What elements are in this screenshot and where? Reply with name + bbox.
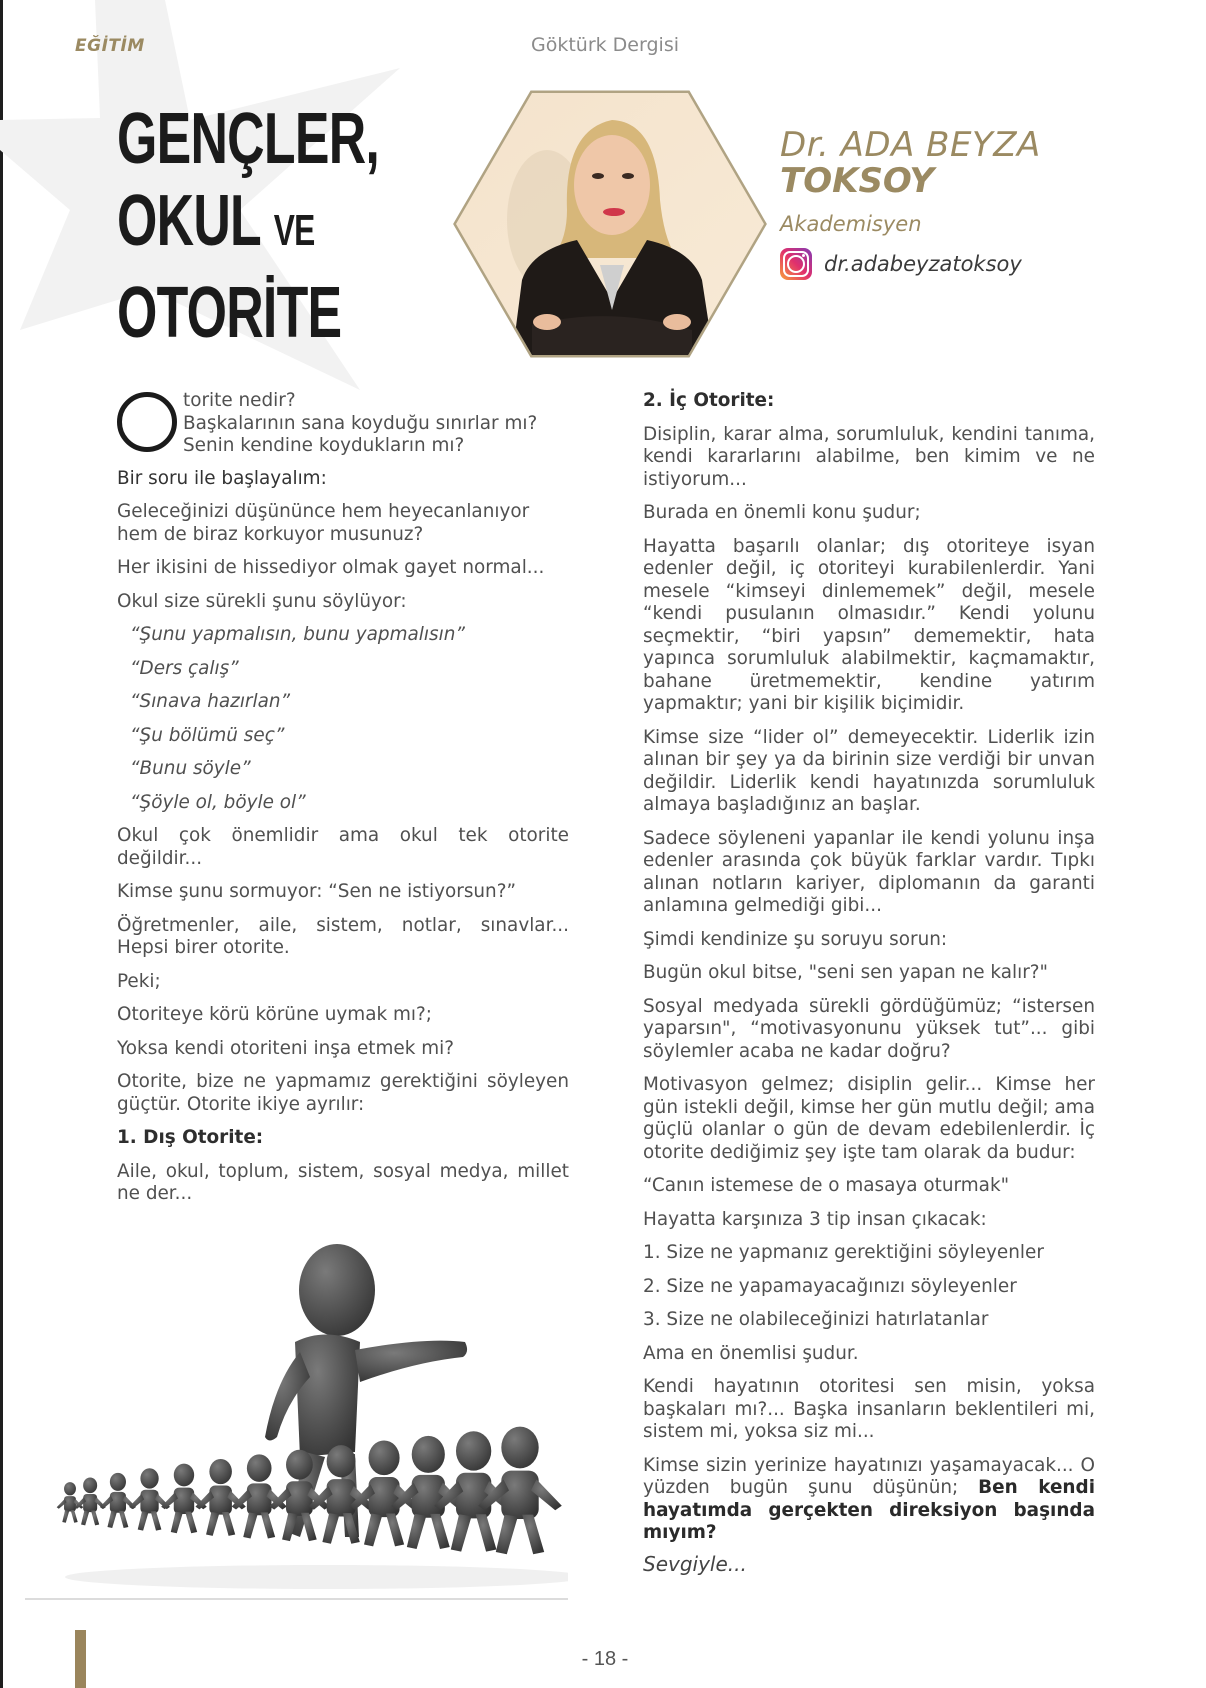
title-line-2: [117, 180, 379, 272]
paragraph: Ama en önemlisi şudur.: [643, 1342, 859, 1364]
intro-lines: [183, 390, 537, 458]
instagram-icon: [780, 248, 812, 280]
paragraph: Burada en önemli konu şudur;: [643, 502, 921, 523]
paragraph: Aile, okul, toplum, sistem, sosyal medya, millet ne der...: [117, 1160, 569, 1204]
quote-item: “Bunu söyle”: [130, 758, 251, 779]
paragraph: Hayatta karşınıza 3 tip insan çıkacak:: [643, 1208, 987, 1230]
left-column: [117, 390, 569, 1217]
author-role: Akademisyen: [780, 212, 922, 236]
paragraph: Kimse size “lider ol” demeyecektir. Liderlik izin alınan bir şey ya da birinin size verdiği bir unvan değildir. Liderlik kendi hayatınızda sorumluluk almaya başladığınız an başlar.: [643, 726, 1095, 815]
intro-line: torite nedir?: [183, 390, 296, 411]
paragraph: Kimse şunu sormuyor: “Sen ne istiyorsun?”: [117, 881, 516, 902]
intro-line: Senin kendine koydukların mı?: [183, 435, 465, 456]
paragraph: Peki;: [117, 970, 161, 992]
paragraph: Hayatta başarılı olanlar; dış otoriteye isyan edenler değil, iç otoriteyi kurabilenlerdir. Yani mesele “kimseyi dinlememek” değil, mesele “kendi pusulanın olmasıdır.” Kendi yolunu seçmektir, “biri yapsın” dememektir, hata yapınca sorumluluk alabilmektir, kaçmamaktır, bahane üretmemektir, kendine yatırım yapmaktır; yani bir kişilik biçimidir.: [643, 535, 1095, 714]
lead-paragraph: Bir soru ile başlayalım:: [117, 467, 327, 489]
page-number: - 18 -: [581, 1648, 629, 1670]
list-item: 1. Size ne yapmanız gerektiğini söyleyenler: [643, 1242, 1044, 1263]
title-line-3: OTORİTE: [117, 273, 342, 353]
instagram-link[interactable]: [780, 248, 1041, 280]
author-name-line-2: TOKSOY: [780, 161, 934, 201]
closing-text: Kimse sizin yerinize hayatınızı yaşamayacak... O yüzden bugün şunu düşünün;: [643, 1454, 1095, 1498]
quote-item: “Ders çalış”: [130, 657, 239, 679]
quote-item: “Şu bölümü seç”: [130, 724, 285, 746]
quote-item: “Sınava hazırlan”: [130, 691, 291, 712]
title-line-1: GENÇLER,: [117, 99, 380, 179]
magazine-name: Göktürk Dergisi: [530, 34, 679, 56]
article-title: [117, 98, 379, 354]
paragraph: Geleceğinizi düşününce hem heyecanlanıyor hem de biraz korkuyor musunuz?: [117, 501, 530, 545]
subheading-external-authority: 1. Dış Otorite:: [117, 1127, 264, 1148]
quote-item: “Şunu yapmalısın, bunu yapmalısın”: [130, 624, 465, 645]
intro-line: Başkalarının sana koyduğu sınırlar mı?: [183, 412, 538, 434]
right-column: [643, 390, 1095, 1586]
paragraph: Disiplin, karar alma, sorumluluk, kendini tanıma, kendi kararlarını alabilme, ben kimim ve ne istiyorum...: [643, 423, 1095, 490]
list-item: 2. Size ne yapamayacağınızı söyleyenler: [643, 1275, 1017, 1297]
paragraph: Kendi hayatının otoritesi sen misin, yoksa başkaları mı?... Başka insanların beklentileri mi, sistem mi, yoksa siz mi...: [643, 1376, 1095, 1442]
paragraph: Sadece söyleneni yapanlar ile kendi yolunu inşa edenler arasında çok büyük farklar vardır. Tıpkı alınan notların kariyer, diplomanın da garanti anlamına gelmediği gibi...: [643, 827, 1095, 916]
signature: Sevgiyle...: [643, 1551, 747, 1576]
paragraph: Motivasyon gelmez; disiplin gelir... Kimse her gün istekli değil, kimse her gün mutlu değil; ama güçlü olanlar o gün de devam edebilenlerdir. İç otorite dediğimiz şey işte tam olarak da budur:: [643, 1074, 1095, 1163]
list-item: 3. Size ne olabileceğinizi hatırlatanlar: [643, 1309, 989, 1330]
title-word-ve: VE: [273, 206, 315, 255]
subheading-internal-authority: 2. İç Otorite:: [643, 390, 775, 411]
paragraph: Otorite, bize ne yapmamız gerektiğini söyleyen güçtür. Otorite ikiye ayrılır:: [117, 1071, 569, 1115]
intro-block: [117, 390, 569, 458]
instagram-handle[interactable]: dr.adabeyzatoksoy: [824, 252, 1022, 276]
closing-paragraph: [643, 1455, 1095, 1545]
author-block: [780, 126, 1041, 280]
illustration-rule: [25, 1598, 568, 1600]
portrait-face: [574, 135, 650, 235]
paragraph: Öğretmenler, aile, sistem, notlar, sınavlar... Hepsi birer otorite.: [117, 914, 569, 958]
paragraph: Sosyal medyada sürekli gördüğümüz; “istersen yaparsın", “motivasyonunu yüksek tut”... gibi söylemler acaba ne kadar doğru?: [643, 995, 1095, 1062]
paragraph: Her ikisini de hissediyor olmak gayet normal...: [117, 557, 545, 578]
leader-children-illustration: [25, 1232, 568, 1598]
paragraph: Yoksa kendi otoriteni inşa etmek mi?: [117, 1037, 455, 1059]
title-word-okul: OKUL: [117, 181, 261, 261]
paragraph: Şimdi kendinize şu soruyu sorun:: [643, 928, 948, 950]
paragraph: “Canın istemese de o masaya oturmak": [643, 1175, 1010, 1196]
paragraph: Okul çok önemlidir ama okul tek otorite değildir...: [117, 825, 569, 869]
closing-question: Ben kendi hayatımda gerçekten direksiyon başında mıyım?: [643, 1477, 1095, 1543]
section-label: EĞİTİM: [75, 36, 145, 56]
author-name-line-1: Dr. ADA BEYZA: [780, 125, 1041, 165]
quote-item: “Şöyle ol, böyle ol”: [130, 791, 306, 813]
author-portrait: [452, 90, 768, 358]
drop-cap-o: [117, 392, 177, 452]
paragraph: Bugün okul bitse, "seni sen yapan ne kalır?": [643, 962, 1049, 983]
paragraph: Okul size sürekli şunu söylüyor:: [117, 590, 407, 612]
paragraph: Otoriteye körü körüne uymak mı?;: [117, 1004, 432, 1025]
